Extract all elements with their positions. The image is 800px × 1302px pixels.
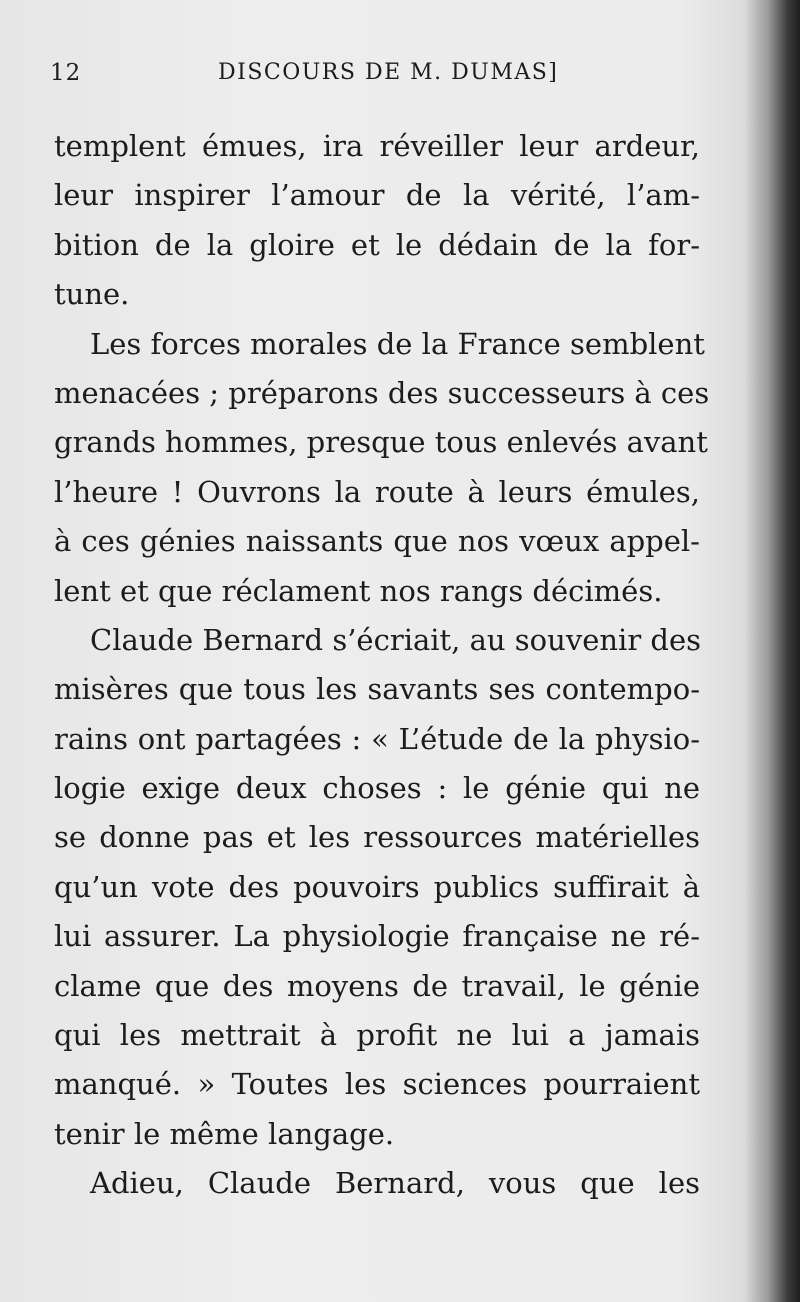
text-line: manqué. » Toutes les sciences pourraient bbox=[54, 1067, 700, 1102]
text-line: templent émues, ira réveiller leur ardeur, bbox=[54, 129, 700, 163]
text-line: bition de la gloire et le dédain de la for- bbox=[54, 227, 700, 262]
text-line: misères que tous les savants ses contempo- bbox=[54, 672, 700, 707]
text-line: qu’un vote des pouvoirs publics suffirait à bbox=[54, 869, 700, 904]
text-line: grands hommes, presque tous enlevés avant bbox=[54, 425, 708, 460]
paragraph-start-line: Les forces morales de la France semblent bbox=[90, 326, 705, 361]
text-line: clame que des moyens de travail, le génie bbox=[54, 968, 700, 1003]
text-line: l’heure ! Ouvrons la route à leurs émules, bbox=[54, 474, 700, 509]
text-line: tenir le même langage. bbox=[54, 1116, 395, 1151]
text-line: à ces génies naissants que nos vœux appel- bbox=[54, 524, 700, 559]
text-line: logie exige deux choses : le génie qui ne bbox=[54, 771, 700, 806]
text-line: tune. bbox=[54, 277, 130, 312]
page-header bbox=[50, 56, 559, 96]
paragraph-start-line: Claude Bernard s’écriait, au souvenir des bbox=[90, 622, 702, 657]
page-number: 12 bbox=[50, 60, 82, 86]
text-line: se donne pas et les ressources matérielles bbox=[54, 820, 700, 855]
text-line: lent et que réclament nos rangs décimés. bbox=[54, 573, 663, 608]
body-text bbox=[54, 122, 710, 1209]
text-line: qui les mettrait à profit ne lui a jamais bbox=[54, 1018, 700, 1053]
text-line: lui assurer. La physiologie française ne ré- bbox=[54, 919, 700, 954]
text-line: leur inspirer l’amour de la vérité, l’am- bbox=[54, 178, 700, 213]
text-line: rains ont partagées : « L’étude de la physio- bbox=[54, 721, 700, 756]
text-line: menacées ; préparons des successeurs à ces bbox=[54, 375, 710, 410]
paragraph-start-line: Adieu, Claude Bernard, vous que les bbox=[90, 1166, 700, 1201]
running-head: DISCOURS DE M. DUMAS] bbox=[218, 60, 559, 85]
